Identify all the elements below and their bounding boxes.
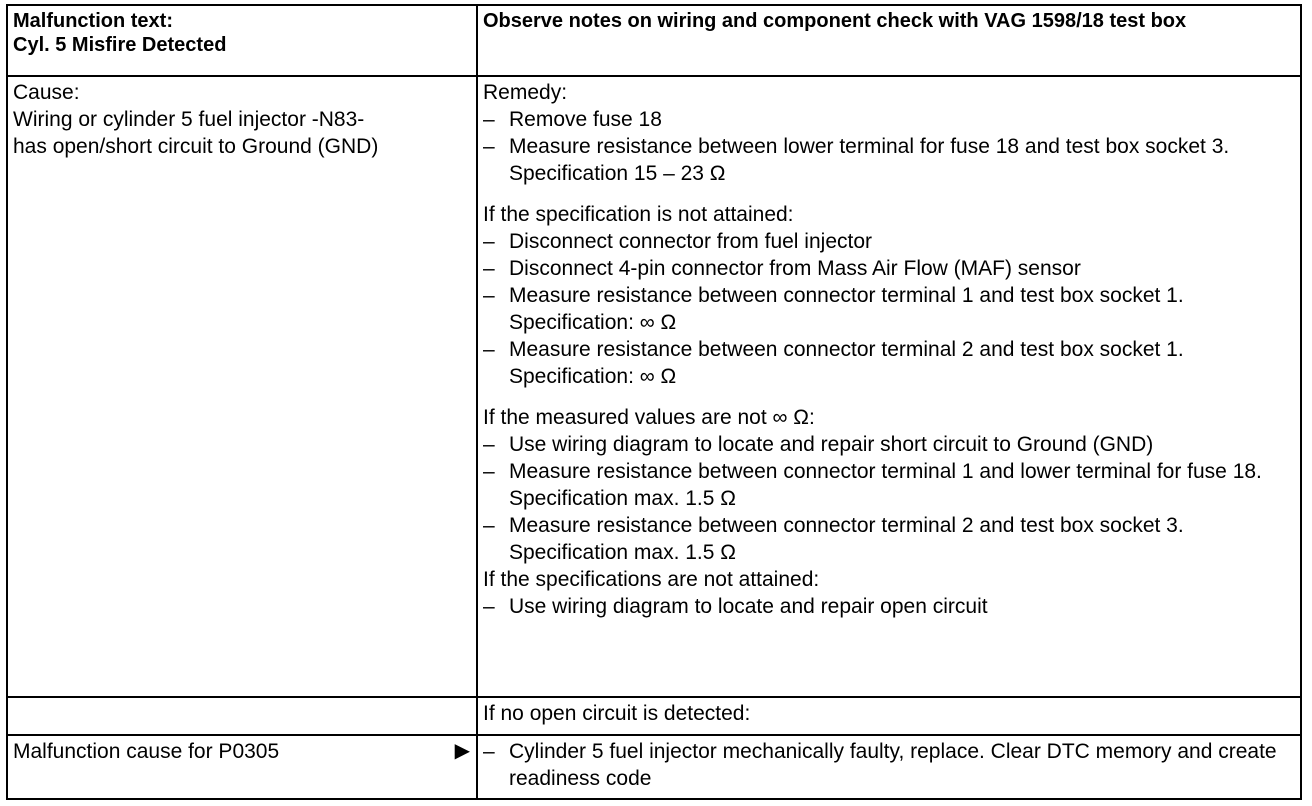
remedy-step-text: Measure resistance between connector terminal 1 and lower terminal for fuse 18. Specification max. 1.5 Ω (509, 460, 1262, 510)
condition-specs-not-attained: If the specifications are not attained: (483, 568, 820, 591)
open-circuit-cell (477, 697, 1301, 735)
notes-header-cell (477, 5, 1301, 76)
dash-marker: – (483, 460, 495, 483)
dash-marker: – (483, 108, 495, 131)
remedy-step-text: Use wiring diagram to locate and repair short circuit to Ground (GND) (509, 433, 1154, 456)
remedy-step (483, 336, 1295, 390)
dash-marker: – (483, 230, 495, 253)
remedy-cell (477, 76, 1301, 697)
empty-left-cell (7, 697, 477, 735)
remedy-step (483, 458, 1295, 512)
malfunction-cause-cell (7, 735, 477, 799)
notes-title: Observe notes on wiring and component check with VAG 1598/18 test box (483, 10, 1187, 32)
cause-remedy-row (7, 76, 1301, 697)
malfunction-text-cell (7, 5, 477, 76)
dash-marker: – (483, 433, 495, 456)
remedy-step (483, 133, 1295, 187)
remedy-step-text: Measure resistance between connector terminal 1 and test box socket 1. Specification: ∞ Ω (509, 284, 1184, 334)
malfunction-subtitle: Cyl. 5 Misfire Detected (13, 34, 227, 56)
dash-marker: – (483, 514, 495, 537)
remedy-step (483, 255, 1295, 282)
remedy-label: Remedy: (483, 81, 568, 104)
remedy-step-text: Disconnect 4-pin connector from Mass Air Flow (MAF) sensor (509, 257, 1081, 280)
malfunction-cause-row (7, 735, 1301, 799)
remedy-step (483, 512, 1295, 566)
remedy-step-text: Cylinder 5 fuel injector mechanically faulty, replace. Clear DTC memory and create readiness code (509, 740, 1277, 790)
final-remedy-cell (477, 735, 1301, 799)
cause-line-1: Wiring or cylinder 5 fuel injector -N83- (13, 108, 365, 131)
open-circuit-text: If no open circuit is detected: (483, 702, 751, 725)
remedy-step-text: Measure resistance between lower terminal for fuse 18 and test box socket 3. Specification 15 – 23 Ω (509, 135, 1230, 185)
remedy-step-text: Remove fuse 18 (509, 108, 662, 131)
cause-cell (7, 76, 477, 697)
remedy-step (483, 593, 1295, 620)
cause-label: Cause: (13, 81, 80, 104)
remedy-step-text: Disconnect connector from fuel injector (509, 230, 872, 253)
open-circuit-row (7, 697, 1301, 735)
header-row (7, 5, 1301, 76)
remedy-step (483, 431, 1295, 458)
remedy-step-text: Measure resistance between connector terminal 2 and test box socket 3. Specification max. 1.5 Ω (509, 514, 1184, 564)
remedy-step (483, 106, 1295, 133)
remedy-step-text: Use wiring diagram to locate and repair open circuit (509, 595, 988, 618)
remedy-step-text: Measure resistance between connector terminal 2 and test box socket 1. Specification: ∞ Ω (509, 338, 1184, 388)
dash-marker: – (483, 338, 495, 361)
dash-marker: – (483, 740, 495, 763)
remedy-step (483, 228, 1295, 255)
dash-marker: – (483, 595, 495, 618)
malfunction-cause-text: Malfunction cause for P0305 (13, 740, 280, 763)
remedy-step (483, 738, 1295, 792)
dash-marker: – (483, 135, 495, 158)
dash-marker: – (483, 257, 495, 280)
condition-not-attained: If the specification is not attained: (483, 203, 794, 226)
condition-not-infinity: If the measured values are not ∞ Ω: (483, 406, 815, 429)
remedy-step (483, 282, 1295, 336)
diagnostic-table (6, 4, 1302, 800)
arrow-right-icon: ▶ (454, 740, 470, 762)
malfunction-title: Malfunction text: (13, 10, 173, 32)
dash-marker: – (483, 284, 495, 307)
cause-line-2: has open/short circuit to Ground (GND) (13, 135, 379, 158)
